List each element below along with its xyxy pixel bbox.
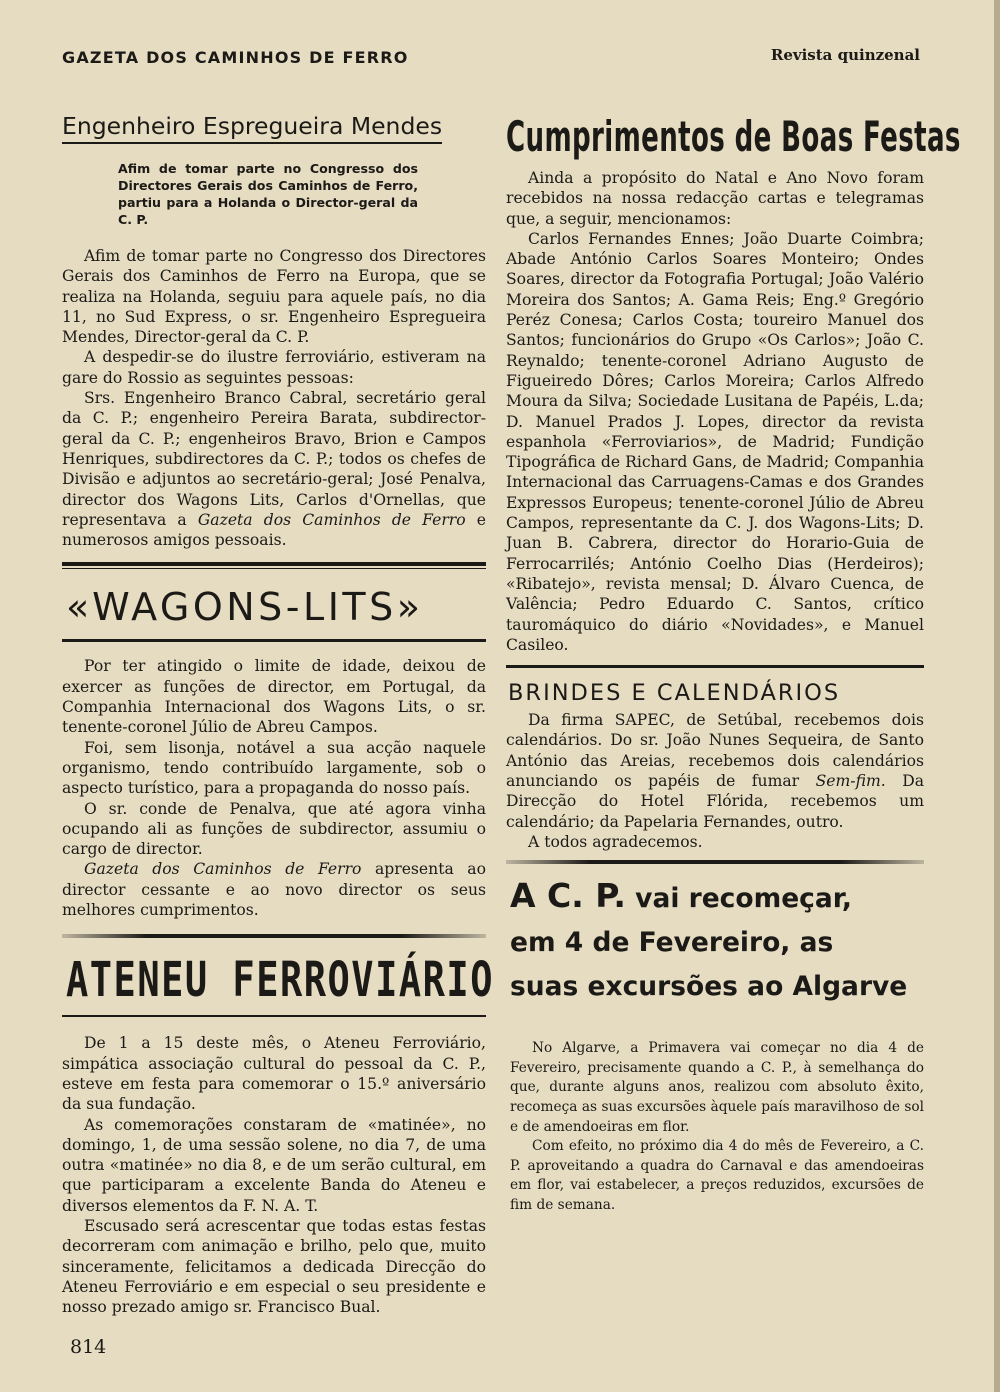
article-mendes (62, 112, 486, 550)
paragraph: Ainda a propósito do Natal e Ano Novo foram recebidos na nossa redacção cartas e telegramas que, a seguir, mencionamos: (506, 169, 924, 228)
article-title (510, 874, 924, 1009)
paragraph (506, 710, 924, 832)
paragraph: No Algarve, a Primavera vai começar no dia 4 de Fevereiro, precisamente quando a C. P., à semelhança do que, durante alguns anos, realizou com absoluto êxito, recomeça as suas excursões àquele país maravilhoso de sol e de amendoeiras em flor. (510, 1040, 924, 1135)
paragraph: A despedir-se do ilustre ferroviário, estiveram na gare do Rossio as seguintes pessoas: (62, 348, 486, 387)
section-divider (62, 562, 486, 566)
paragraph-text: apresenta ao director cessante e ao novo director os seus melhores cumprimentos. (62, 860, 486, 920)
article-ateneu (62, 952, 494, 1317)
paragraph: As comemorações constaram de «matinée», no domingo, 1, de uma sessão solene, no dia 7, de uma outra «matinée» no dia 8, e de um serão cultural, em que participaram a excelente Banda do Ateneu e diversos elementos da F. N. A. T. (62, 1115, 486, 1215)
article-acp-algarve (506, 874, 924, 1215)
paragraph: Por ter atingido o limite de idade, deixou de exercer as funções de director, em Portugal, da Companhia Internacional dos Wagons Lits, o sr. tenente-coronel Júlio de Abreu Campos. (62, 657, 486, 737)
article-subtitle: Afim de tomar parte no Congresso dos Directores Gerais dos Caminhos de Ferro, partiu para a Holanda o Director-geral da C. P. (118, 161, 418, 227)
paragraph: Afim de tomar parte no Congresso dos Directores Gerais dos Caminhos de Ferro na Europa, que se realiza na Holanda, seguiu para aquele país, no dia 11, no Sud Express, o sr. Engenheiro Espregueira Mendes, Director-geral da C. P. (62, 247, 486, 347)
paragraph: Com efeito, no próximo dia 4 do mês de Fevereiro, a C. P. aproveitando a quadra do Carnaval e das amendoeiras em flor, vai estabelecer, a preços reduzidos, excursões de fim de semana. (510, 1138, 924, 1213)
paragraph: O sr. conde de Penalva, que até agora vinha ocupando ali as funções de subdirector, assumiu o cargo de director. (62, 799, 486, 859)
article-title: Engenheiro Espregueira Mendes (62, 112, 442, 144)
paragraph-text: Da firma SAPEC, de Setúbal, recebemos dois calendários. Do sr. João Nunes Sequeira, de Santo António das Areias, recebemos dois calendários anunciando os papéis de fumar (506, 711, 924, 791)
paragraph (62, 388, 486, 550)
article-title: BRINDES E CALENDÁRIOS (508, 680, 841, 707)
paragraph-text: Da Direcção do Hotel Flórida, recebemos um calendário; da Papelaria Fernandes, outro. (506, 772, 924, 831)
article-title: Cumprimentos de Boas Festas (506, 112, 961, 162)
title-emphasis: A C. P. (510, 876, 626, 916)
paragraph: Foi, sem lisonja, notável a sua acção naquele organismo, tendo contribuído largamente, sob o aspecto turístico, para a propaganda do nosso país. (62, 738, 486, 798)
article-brindes (506, 680, 924, 852)
article-boas-festas (506, 112, 961, 655)
section-divider (506, 860, 924, 864)
section-divider (506, 665, 924, 668)
title-text: em 4 de Fevereiro, as (510, 927, 834, 959)
publication-frequency: Revista quinzenal (770, 46, 920, 64)
publication-title: GAZETA DOS CAMINHOS DE FERRO (62, 48, 409, 67)
title-text: vai recomeçar, (625, 883, 853, 915)
page-number: 814 (70, 1336, 107, 1358)
paragraph: Escusado será acrescentar que todas estas festas decorreram com animação e brilho, pelo que, muito sinceramente, felicitamos a dedicada Direcção do Ateneu Ferroviário e em especial o seu presidente e nosso prezado amigo sr. Francisco Bual. (62, 1216, 486, 1317)
paragraph: Carlos Fernandes Ennes; João Duarte Coimbra; Abade António Carlos Soares Monteiro; Ondes Soares, director da Fotografia Portugal; João Valério Moreira dos Santos; A. Gama Reis; Eng.º Gregório Peréz Conesa; Carlos Costa; toureiro Manuel dos Santos; funcionários do Grupo «Os Carlos»; João C. Reynaldo; tenente-coronel Adriano Augusto de Figueiredo Dôres; Carlos Moreira; Carlos Alfredo Moura da Silva; Sociedade Lusitana de Papéis, L.da; D. Manuel Prados J. Lopes, director da revista espanhola «Ferroviarios», de Madrid; Fundição Tipográfica de Richard Gans, de Madrid; Companhia Internacional das Carruagens-Camas e dos Grandes Expressos Europeus; tenente-coronel Júlio de Abreu Campos, representante da C. J. dos Wagons-Lits; D. Juan B. Cabrera, director do Horario-Guia de Ferrocarrilés; António Coelho Dias (Herdeiros); «Ribatejo», revista mensal; D. Álvaro Cuenca, de Valência; Pedro Eduardo C. Santos, crítico tauromáquico do diário «Novidades», e Manuel Casileo. (506, 229, 924, 654)
italic-brand-name: Sem-fim. (815, 772, 886, 791)
article-wagons-lits (62, 585, 486, 920)
paragraph-text: e numerosos amigos pessoais. (62, 510, 486, 550)
italic-publication-name: Gazeta dos Caminhos de Ferro (197, 510, 466, 529)
left-column (62, 112, 494, 1317)
section-divider (62, 568, 486, 569)
paragraph: De 1 a 15 deste mês, o Ateneu Ferroviário, simpática associação cultural do pessoal da C. P., esteve em festa para comemorar o 15.º aniversário da sua fundação. (62, 1034, 486, 1114)
paragraph-text: Srs. Engenheiro Branco Cabral, secretário geral da C. P.; engenheiro Pereira Barata, subdirector-geral da C. P.; engenheiros Bravo, Brion e Campos Henriques, subdirectores da C. P.; todos os chefes de Divisão e adjuntos ao secretário-geral; José Penalva, director dos Wagons Lits, Carlos d'Ornellas, que representava a (62, 389, 486, 529)
paragraph: A todos agradecemos. (528, 832, 703, 851)
page-edge (994, 0, 1000, 1392)
right-column (506, 112, 961, 1216)
section-divider (62, 934, 486, 938)
article-title: «WAGONS-LITS» (66, 585, 424, 630)
title-text: suas excursões ao Algarve (510, 971, 908, 1003)
italic-publication-name: Gazeta dos Caminhos de Ferro (84, 860, 362, 879)
article-title: ATENEU FERROVIÁRIO (66, 952, 494, 1009)
paragraph (62, 859, 486, 920)
